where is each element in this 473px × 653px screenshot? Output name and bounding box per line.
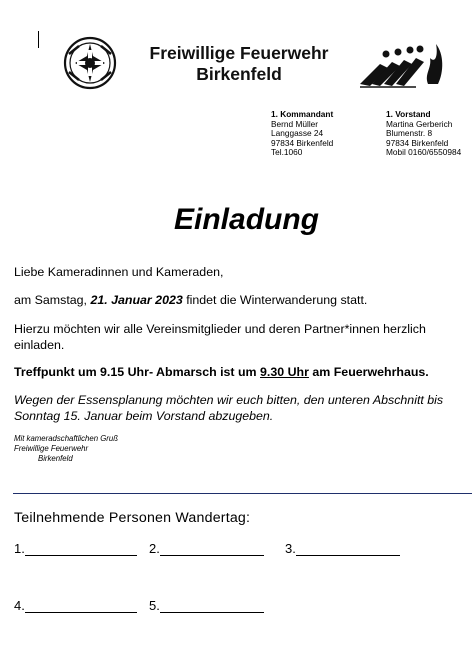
contact-city: 97834 Birkenfeld bbox=[271, 137, 334, 148]
contact-street: Blumenstr. 8 bbox=[386, 128, 433, 139]
contact-name: Bernd Müller bbox=[271, 118, 319, 129]
date-paragraph bbox=[14, 293, 464, 309]
participant-slot-2[interactable] bbox=[149, 541, 264, 556]
date-suffix: findet die Winterwanderung statt. bbox=[182, 293, 368, 307]
greeting-text: Liebe Kameradinnen und Kameraden, bbox=[14, 265, 224, 279]
document-title: Einladung bbox=[174, 203, 319, 236]
organization-name-line2: Birkenfeld bbox=[196, 64, 282, 84]
closing-signature bbox=[14, 434, 118, 464]
participant-slot-5[interactable] bbox=[149, 598, 264, 613]
section-divider bbox=[13, 493, 472, 494]
fill-line[interactable] bbox=[25, 598, 137, 613]
fill-line[interactable] bbox=[296, 541, 400, 556]
contact-city: 97834 Birkenfeld bbox=[386, 137, 449, 148]
participants-title: Teilnehmende Personen Wandertag: bbox=[14, 510, 251, 526]
contact-role: 1. Vorstand bbox=[386, 109, 431, 119]
text-cursor bbox=[38, 31, 39, 48]
contact-phone: Tel.1060 bbox=[271, 147, 303, 158]
meeting-text-part1: Treffpunkt um 9.15 Uhr- Abmarsch ist um bbox=[14, 365, 261, 379]
contact-name: Martina Gerberich bbox=[386, 118, 453, 129]
meeting-paragraph bbox=[14, 365, 464, 381]
event-date: 21. Januar 2023 bbox=[90, 293, 183, 307]
fill-line[interactable] bbox=[25, 541, 137, 556]
closing-line3: Birkenfeld bbox=[38, 454, 73, 463]
contact-block-chairperson bbox=[386, 110, 461, 158]
organization-name bbox=[128, 43, 350, 85]
participant-slot-1[interactable] bbox=[14, 541, 137, 556]
meeting-text-part2: am Feuerwehrhaus. bbox=[308, 365, 429, 379]
fill-line[interactable] bbox=[160, 541, 264, 556]
fill-line[interactable] bbox=[160, 598, 264, 613]
organization-name-line1: Freiwillige Feuerwehr bbox=[149, 43, 329, 63]
participant-slot-3[interactable] bbox=[285, 541, 400, 556]
contact-role: 1. Kommandant bbox=[271, 109, 334, 119]
fire-brigade-emblem-icon bbox=[59, 36, 121, 90]
slot-number: 3. bbox=[285, 541, 296, 556]
participant-slot-4[interactable] bbox=[14, 598, 137, 613]
slot-number: 2. bbox=[149, 541, 160, 556]
closing-line1: Mit kameradschaftlichen Gruß bbox=[14, 434, 118, 443]
slot-number: 1. bbox=[14, 541, 25, 556]
contact-block-commander bbox=[271, 110, 333, 158]
contact-phone: Mobil 0160/6550984 bbox=[386, 147, 462, 158]
date-prefix: am Samstag, bbox=[14, 293, 91, 307]
contact-street: Langgasse 24 bbox=[271, 128, 324, 139]
firefighters-running-flames-icon bbox=[358, 40, 444, 90]
invite-paragraph: Hierzu möchten wir alle Vereinsmitglieder und deren Partner*innen herzlich einladen. bbox=[14, 322, 426, 352]
food-planning-note: Wegen der Essensplanung möchten wir euch bitten, den unteren Abschnitt bis Sonntag 15. Januar beim Vorstand abzugeben. bbox=[14, 393, 444, 423]
slot-number: 5. bbox=[149, 598, 160, 613]
departure-time: 9.30 Uhr bbox=[260, 365, 309, 379]
closing-line2: Freiwillige Feuerwehr bbox=[14, 444, 89, 453]
slot-number: 4. bbox=[14, 598, 25, 613]
